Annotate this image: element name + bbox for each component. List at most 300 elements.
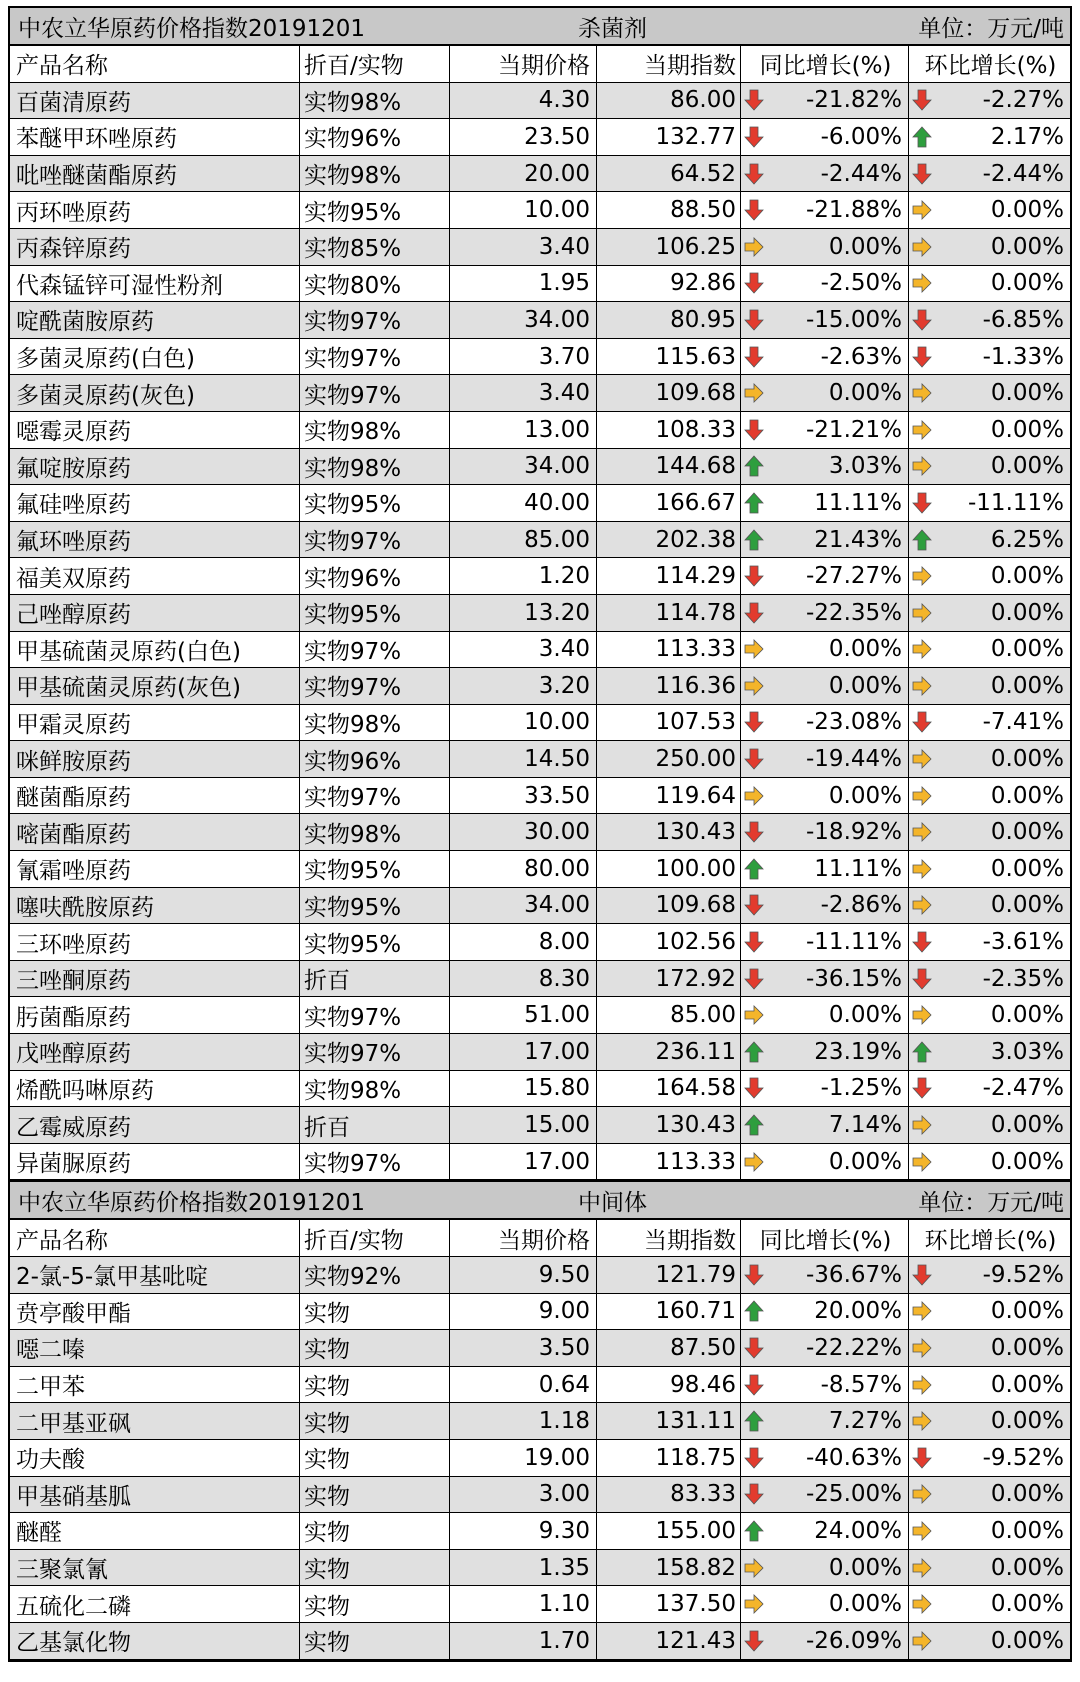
spec-cell: 实物97% — [300, 1144, 450, 1180]
mom-value: -6.85% — [982, 306, 1064, 333]
yoy-value: 11.11% — [814, 489, 902, 516]
yoy-cell — [741, 156, 909, 192]
table-row — [10, 1550, 1070, 1587]
yoy-cell — [741, 997, 909, 1033]
header-yoy: 同比增长(%) — [741, 1220, 909, 1256]
mom-cell — [909, 632, 1070, 668]
header-spec: 折百/实物 — [300, 46, 450, 82]
header-mom: 环比增长(%) — [924, 1227, 1057, 1254]
spec-cell: 实物 — [300, 1586, 450, 1622]
price-cell: 10.00 — [450, 705, 597, 741]
table-row — [10, 119, 1070, 156]
price-cell: 20.00 — [450, 156, 597, 192]
product-name-cell: 丙环唑原药 — [10, 192, 300, 228]
index-cell: 113.33 — [597, 1144, 741, 1180]
spec-cell: 实物 — [300, 1330, 450, 1366]
yoy-cell — [741, 961, 909, 997]
down-arrow-icon — [743, 198, 765, 222]
section-title: 中农立华原药价格指数20191201 — [18, 1189, 366, 1216]
index-cell: 106.25 — [597, 229, 741, 265]
mom-value: -9.52% — [982, 1261, 1064, 1288]
price-cell: 40.00 — [450, 485, 597, 521]
yoy-cell — [741, 1623, 909, 1659]
product-name-cell: 2-氯-5-氯甲基吡啶 — [10, 1257, 300, 1293]
index-cell: 114.29 — [597, 558, 741, 594]
mom-cell — [909, 412, 1070, 448]
yoy-cell — [741, 851, 909, 887]
up-arrow-icon — [743, 528, 765, 552]
product-name-cell: 甲基硫菌灵原药(灰色) — [10, 668, 300, 704]
yoy-value: 7.27% — [828, 1408, 902, 1435]
mom-cell — [909, 1550, 1070, 1586]
yoy-value: -21.21% — [806, 416, 902, 443]
spec-cell: 实物95% — [300, 888, 450, 924]
price-cell: 85.00 — [450, 522, 597, 558]
spec-cell: 实物97% — [300, 375, 450, 411]
mom-value: 0.00% — [990, 636, 1064, 663]
right-arrow-icon — [911, 564, 933, 588]
down-arrow-icon — [743, 88, 765, 112]
price-cell: 8.00 — [450, 924, 597, 960]
table-row — [10, 924, 1070, 961]
mom-cell — [909, 1367, 1070, 1403]
index-cell: 64.52 — [597, 156, 741, 192]
right-arrow-icon — [743, 784, 765, 808]
mom-cell — [909, 522, 1070, 558]
down-arrow-icon — [911, 162, 933, 186]
right-arrow-icon — [911, 454, 933, 478]
yoy-cell — [741, 339, 909, 375]
table-row — [10, 888, 1070, 925]
yoy-value: -8.57% — [820, 1371, 902, 1398]
mom-cell — [909, 302, 1070, 338]
yoy-cell — [741, 375, 909, 411]
yoy-cell — [741, 1367, 909, 1403]
section-category: 中间体 — [578, 1189, 647, 1216]
product-name-cell: 异菌脲原药 — [10, 1144, 300, 1180]
price-cell: 34.00 — [450, 449, 597, 485]
mom-value: 0.00% — [990, 1481, 1064, 1508]
product-name-cell: 二甲基亚砜 — [10, 1403, 300, 1439]
right-arrow-icon — [911, 674, 933, 698]
product-name-cell: 啶酰菌胺原药 — [10, 302, 300, 338]
product-name-cell: 甲基硫菌灵原药(白色) — [10, 632, 300, 668]
spec-cell: 实物 — [300, 1403, 450, 1439]
index-cell: 100.00 — [597, 851, 741, 887]
yoy-cell — [741, 83, 909, 119]
index-cell: 250.00 — [597, 741, 741, 777]
mom-value: 0.00% — [990, 1002, 1064, 1029]
index-cell: 155.00 — [597, 1513, 741, 1549]
index-cell: 172.92 — [597, 961, 741, 997]
index-cell: 132.77 — [597, 119, 741, 155]
mom-value: 0.00% — [990, 1298, 1064, 1325]
up-arrow-icon — [743, 1040, 765, 1064]
table-row — [10, 961, 1070, 998]
table-row — [10, 741, 1070, 778]
right-arrow-icon — [911, 747, 933, 771]
index-cell: 236.11 — [597, 1034, 741, 1070]
down-arrow-icon — [911, 930, 933, 954]
down-arrow-icon — [911, 710, 933, 734]
price-cell: 3.40 — [450, 375, 597, 411]
mom-cell — [909, 1330, 1070, 1366]
price-cell: 1.70 — [450, 1623, 597, 1659]
product-name-cell: 氰霜唑原药 — [10, 851, 300, 887]
down-arrow-icon — [743, 308, 765, 332]
product-name-cell: 百菌清原药 — [10, 83, 300, 119]
index-cell: 108.33 — [597, 412, 741, 448]
up-arrow-icon — [743, 1299, 765, 1323]
header-index: 当期指数 — [597, 1220, 741, 1256]
price-cell: 34.00 — [450, 888, 597, 924]
table-row — [10, 1107, 1070, 1144]
header-spec: 折百/实物 — [300, 1220, 450, 1256]
right-arrow-icon — [911, 1592, 933, 1616]
down-arrow-icon — [911, 88, 933, 112]
product-name-cell: 苯醚甲环唑原药 — [10, 119, 300, 155]
mom-cell — [909, 1403, 1070, 1439]
price-cell: 3.40 — [450, 632, 597, 668]
right-arrow-icon — [911, 601, 933, 625]
yoy-value: 0.00% — [828, 672, 902, 699]
index-cell: 109.68 — [597, 375, 741, 411]
down-arrow-icon — [911, 491, 933, 515]
section-category: 杀菌剂 — [578, 15, 647, 42]
product-name-cell: 三聚氯氰 — [10, 1550, 300, 1586]
mom-value: -7.41% — [982, 709, 1064, 736]
mom-value: 0.00% — [990, 1554, 1064, 1581]
right-arrow-icon — [911, 198, 933, 222]
spec-cell: 实物97% — [300, 302, 450, 338]
mom-cell — [909, 229, 1070, 265]
spec-cell: 实物98% — [300, 449, 450, 485]
price-cell: 3.00 — [450, 1477, 597, 1513]
yoy-cell — [741, 1330, 909, 1366]
price-cell: 3.40 — [450, 229, 597, 265]
table-row — [10, 449, 1070, 486]
yoy-cell — [741, 1513, 909, 1549]
header-price: 当期价格 — [450, 1220, 597, 1256]
right-arrow-icon — [911, 1482, 933, 1506]
mom-cell — [909, 375, 1070, 411]
yoy-cell — [741, 1550, 909, 1586]
yoy-value: -1.25% — [820, 1075, 902, 1102]
mom-value: -11.11% — [968, 489, 1064, 516]
right-arrow-icon — [911, 1150, 933, 1174]
price-cell: 19.00 — [450, 1440, 597, 1476]
table-row — [10, 412, 1070, 449]
yoy-value: -23.08% — [806, 709, 902, 736]
spec-cell: 实物96% — [300, 119, 450, 155]
yoy-cell — [741, 1403, 909, 1439]
spec-cell: 实物 — [300, 1294, 450, 1330]
index-cell: 116.36 — [597, 668, 741, 704]
yoy-value: 21.43% — [814, 526, 902, 553]
yoy-value: -2.86% — [820, 892, 902, 919]
yoy-value: -6.00% — [820, 123, 902, 150]
table-row — [10, 851, 1070, 888]
price-cell: 30.00 — [450, 814, 597, 850]
yoy-cell — [741, 741, 909, 777]
yoy-value: 7.14% — [828, 1112, 902, 1139]
spec-cell: 实物 — [300, 1623, 450, 1659]
mom-cell — [909, 961, 1070, 997]
down-arrow-icon — [911, 1263, 933, 1287]
table-row — [10, 1257, 1070, 1294]
price-cell: 1.95 — [450, 266, 597, 302]
mom-cell — [909, 1144, 1070, 1180]
yoy-value: 11.11% — [814, 855, 902, 882]
mom-cell — [909, 997, 1070, 1033]
yoy-value: -36.67% — [806, 1261, 902, 1288]
mom-value: 0.00% — [990, 672, 1064, 699]
product-name-cell: 吡唑醚菌酯原药 — [10, 156, 300, 192]
section-title: 中农立华原药价格指数20191201 — [18, 15, 366, 42]
table-row — [10, 1513, 1070, 1550]
price-cell: 15.00 — [450, 1107, 597, 1143]
table-row — [10, 668, 1070, 705]
table-row — [10, 156, 1070, 193]
price-cell: 4.30 — [450, 83, 597, 119]
down-arrow-icon — [743, 1263, 765, 1287]
index-cell: 119.64 — [597, 778, 741, 814]
mom-value: 0.00% — [990, 563, 1064, 590]
spec-cell: 实物98% — [300, 83, 450, 119]
yoy-value: 0.00% — [828, 233, 902, 260]
price-cell: 80.00 — [450, 851, 597, 887]
product-name-cell: 五硫化二磷 — [10, 1586, 300, 1622]
mom-value: -2.27% — [982, 87, 1064, 114]
down-arrow-icon — [743, 747, 765, 771]
down-arrow-icon — [743, 601, 765, 625]
mom-value: 0.00% — [990, 892, 1064, 919]
mom-value: 6.25% — [990, 526, 1064, 553]
yoy-value: 0.00% — [828, 782, 902, 809]
price-index-sheet — [8, 6, 1072, 1662]
table-row — [10, 595, 1070, 632]
yoy-cell — [741, 888, 909, 924]
mom-cell — [909, 83, 1070, 119]
spec-cell: 实物97% — [300, 997, 450, 1033]
product-name-cell: 噁霉灵原药 — [10, 412, 300, 448]
index-cell: 109.68 — [597, 888, 741, 924]
right-arrow-icon — [743, 381, 765, 405]
table-row — [10, 1403, 1070, 1440]
table-row — [10, 1623, 1070, 1660]
mom-value: 0.00% — [990, 197, 1064, 224]
yoy-cell — [741, 1144, 909, 1180]
index-cell: 121.43 — [597, 1623, 741, 1659]
mom-value: 0.00% — [990, 1408, 1064, 1435]
price-cell: 1.10 — [450, 1586, 597, 1622]
spec-cell: 实物92% — [300, 1257, 450, 1293]
price-cell: 13.00 — [450, 412, 597, 448]
index-cell: 113.33 — [597, 632, 741, 668]
index-cell: 85.00 — [597, 997, 741, 1033]
down-arrow-icon — [743, 967, 765, 991]
index-cell: 160.71 — [597, 1294, 741, 1330]
spec-cell: 实物97% — [300, 339, 450, 375]
up-arrow-icon — [743, 454, 765, 478]
mom-value: 0.00% — [990, 855, 1064, 882]
yoy-value: -26.09% — [806, 1627, 902, 1654]
down-arrow-icon — [743, 1076, 765, 1100]
yoy-cell — [741, 229, 909, 265]
down-arrow-icon — [911, 1446, 933, 1470]
table-header-row — [10, 46, 1070, 83]
spec-cell: 实物98% — [300, 412, 450, 448]
table-row — [10, 1330, 1070, 1367]
yoy-value: -25.00% — [806, 1481, 902, 1508]
spec-cell: 实物95% — [300, 851, 450, 887]
table-row — [10, 632, 1070, 669]
mom-cell — [909, 814, 1070, 850]
product-name-cell: 乙霉威原药 — [10, 1107, 300, 1143]
mom-value: -3.61% — [982, 929, 1064, 956]
right-arrow-icon — [911, 235, 933, 259]
mom-value: 0.00% — [990, 1627, 1064, 1654]
index-cell: 83.33 — [597, 1477, 741, 1513]
price-cell: 13.20 — [450, 595, 597, 631]
mom-cell — [909, 595, 1070, 631]
product-name-cell: 多菌灵原药(白色) — [10, 339, 300, 375]
index-cell: 80.95 — [597, 302, 741, 338]
up-arrow-icon — [743, 1519, 765, 1543]
header-mom: 环比增长(%) — [924, 53, 1057, 80]
yoy-cell — [741, 595, 909, 631]
spec-cell: 实物80% — [300, 266, 450, 302]
mom-value: 0.00% — [990, 453, 1064, 480]
yoy-cell — [741, 705, 909, 741]
right-arrow-icon — [743, 1003, 765, 1027]
yoy-cell — [741, 485, 909, 521]
yoy-value: 20.00% — [814, 1298, 902, 1325]
right-arrow-icon — [911, 418, 933, 442]
yoy-value: -18.92% — [806, 819, 902, 846]
mom-value: 0.00% — [990, 819, 1064, 846]
table-row — [10, 1440, 1070, 1477]
mom-value: -2.44% — [982, 160, 1064, 187]
spec-cell: 实物97% — [300, 632, 450, 668]
index-cell: 166.67 — [597, 485, 741, 521]
index-cell: 130.43 — [597, 1107, 741, 1143]
yoy-value: -36.15% — [806, 965, 902, 992]
table-row — [10, 1367, 1070, 1404]
price-cell: 9.30 — [450, 1513, 597, 1549]
mom-cell — [909, 192, 1070, 228]
up-arrow-icon — [743, 1113, 765, 1137]
mom-value: 0.00% — [990, 599, 1064, 626]
yoy-value: -21.82% — [806, 87, 902, 114]
spec-cell: 实物95% — [300, 595, 450, 631]
header-product-name: 产品名称 — [10, 46, 300, 82]
product-name-cell: 烯酰吗啉原药 — [10, 1071, 300, 1107]
yoy-cell — [741, 412, 909, 448]
header-price: 当期价格 — [450, 46, 597, 82]
yoy-cell — [741, 1034, 909, 1070]
yoy-value: -19.44% — [806, 746, 902, 773]
down-arrow-icon — [743, 893, 765, 917]
product-name-cell: 功夫酸 — [10, 1440, 300, 1476]
table-row — [10, 1144, 1070, 1181]
up-arrow-icon — [911, 125, 933, 149]
yoy-cell — [741, 302, 909, 338]
spec-cell: 实物97% — [300, 668, 450, 704]
price-cell: 34.00 — [450, 302, 597, 338]
down-arrow-icon — [743, 564, 765, 588]
mom-value: 2.17% — [990, 123, 1064, 150]
spec-cell: 实物95% — [300, 192, 450, 228]
product-name-cell: 氟硅唑原药 — [10, 485, 300, 521]
product-name-cell: 二甲苯 — [10, 1367, 300, 1403]
index-cell: 87.50 — [597, 1330, 741, 1366]
down-arrow-icon — [743, 710, 765, 734]
table-row — [10, 1477, 1070, 1514]
price-cell: 17.00 — [450, 1144, 597, 1180]
mom-cell — [909, 1034, 1070, 1070]
price-cell: 3.20 — [450, 668, 597, 704]
spec-cell: 实物95% — [300, 485, 450, 521]
table-row — [10, 375, 1070, 412]
price-cell: 1.20 — [450, 558, 597, 594]
yoy-value: 0.00% — [828, 380, 902, 407]
product-name-cell: 福美双原药 — [10, 558, 300, 594]
yoy-cell — [741, 1071, 909, 1107]
right-arrow-icon — [911, 893, 933, 917]
table-row — [10, 266, 1070, 303]
index-cell: 92.86 — [597, 266, 741, 302]
table-row — [10, 339, 1070, 376]
right-arrow-icon — [911, 784, 933, 808]
yoy-cell — [741, 266, 909, 302]
product-name-cell: 醚菌酯原药 — [10, 778, 300, 814]
table-row — [10, 1071, 1070, 1108]
right-arrow-icon — [911, 381, 933, 405]
mom-cell — [909, 741, 1070, 777]
mom-cell — [909, 1586, 1070, 1622]
product-name-cell: 三唑酮原药 — [10, 961, 300, 997]
spec-cell: 折百 — [300, 1107, 450, 1143]
mom-cell — [909, 156, 1070, 192]
product-name-cell: 丙森锌原药 — [10, 229, 300, 265]
mom-value: 0.00% — [990, 782, 1064, 809]
yoy-value: 23.19% — [814, 1038, 902, 1065]
down-arrow-icon — [743, 1446, 765, 1470]
index-cell: 114.78 — [597, 595, 741, 631]
product-name-cell: 肟菌酯原药 — [10, 997, 300, 1033]
right-arrow-icon — [743, 1150, 765, 1174]
product-name-cell: 咪鲜胺原药 — [10, 741, 300, 777]
spec-cell: 实物 — [300, 1367, 450, 1403]
yoy-value: 0.00% — [828, 1148, 902, 1175]
price-cell: 51.00 — [450, 997, 597, 1033]
table-row — [10, 1034, 1070, 1071]
mom-cell — [909, 266, 1070, 302]
yoy-value: -40.63% — [806, 1444, 902, 1471]
yoy-value: -21.88% — [806, 197, 902, 224]
mom-cell — [909, 1071, 1070, 1107]
mom-cell — [909, 1294, 1070, 1330]
spec-cell: 实物97% — [300, 778, 450, 814]
down-arrow-icon — [743, 820, 765, 844]
spec-cell: 折百 — [300, 961, 450, 997]
right-arrow-icon — [743, 1556, 765, 1580]
spec-cell: 实物98% — [300, 1071, 450, 1107]
yoy-value: -27.27% — [806, 563, 902, 590]
product-name-cell: 甲霜灵原药 — [10, 705, 300, 741]
mom-value: 0.00% — [990, 1371, 1064, 1398]
